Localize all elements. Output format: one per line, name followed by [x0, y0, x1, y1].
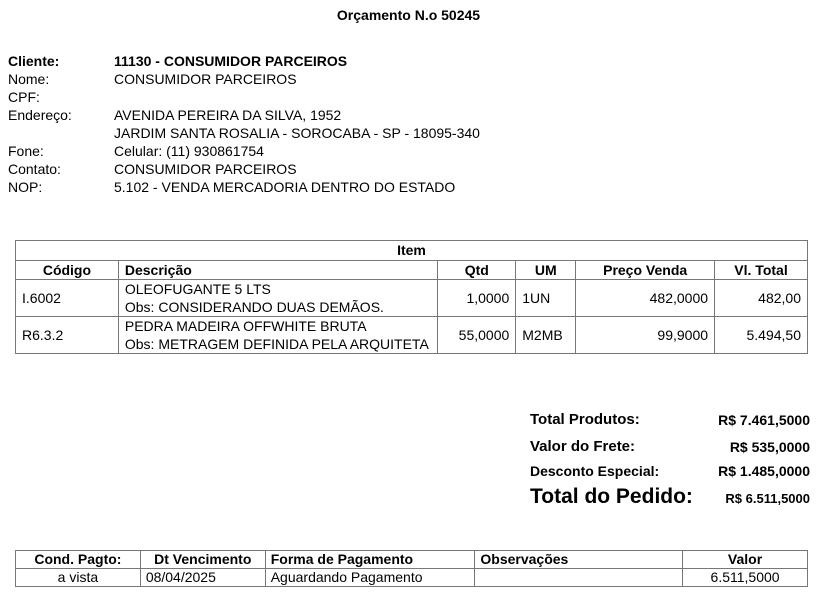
payment-forma: Aguardando Pagamento — [265, 569, 475, 587]
nome-label: Nome: — [8, 71, 50, 87]
header-preco-venda: Preço Venda — [576, 261, 715, 280]
item-total: 5.494,50 — [715, 317, 808, 354]
endereco-value-2: JARDIM SANTA ROSALIA - SOROCABA - SP - 18095-340 — [114, 125, 480, 141]
header-um: UM — [516, 261, 576, 280]
item-total: 482,00 — [715, 280, 808, 317]
contato-label: Contato: — [8, 161, 61, 177]
item-obs-text: Obs: METRAGEM DEFINIDA PELA ARQUITETA — [124, 336, 429, 352]
item-code: I.6002 — [16, 280, 119, 317]
header-valor: Valor — [683, 551, 808, 569]
client-row-endereco — [8, 106, 480, 124]
valor-frete-value: R$ 535,0000 — [729, 439, 810, 455]
item-um: 1UN — [516, 280, 576, 317]
payment-cond: a vista — [16, 569, 141, 587]
items-caption: Item — [16, 241, 808, 261]
total-produtos-row — [530, 410, 810, 437]
table-row — [16, 280, 808, 317]
desconto-value: R$ 1.485,0000 — [718, 463, 810, 479]
desconto-label: Desconto Especial: — [530, 463, 660, 479]
table-row — [16, 317, 808, 354]
cpf-label: CPF: — [8, 89, 40, 105]
fone-label: Fone: — [8, 143, 44, 159]
item-qtd: 55,0000 — [438, 317, 516, 354]
totals-block — [530, 410, 810, 509]
header-cond-pagto: Cond. Pagto: — [16, 551, 141, 569]
endereco-label-2 — [8, 124, 114, 142]
header-dt-vencimento: Dt Vencimento — [140, 551, 265, 569]
page-title: Orçamento N.o 50245 — [336, 7, 481, 23]
client-row-contato — [8, 160, 480, 178]
items-table — [15, 240, 808, 354]
item-description — [118, 317, 437, 354]
valor-frete-row — [530, 437, 810, 462]
contato-value: CONSUMIDOR PARCEIROS — [114, 161, 297, 177]
nop-label: NOP: — [8, 179, 43, 195]
client-row-cpf — [8, 88, 480, 106]
payment-table — [15, 550, 808, 587]
payment-header-row — [16, 551, 808, 569]
nome-value: CONSUMIDOR PARCEIROS — [114, 71, 297, 87]
header-vl-total: Vl. Total — [715, 261, 808, 280]
payment-valor: 6.511,5000 — [683, 569, 808, 587]
header-qtd: Qtd — [438, 261, 516, 280]
item-qtd: 1,0000 — [438, 280, 516, 317]
header-forma-pagamento: Forma de Pagamento — [265, 551, 475, 569]
payment-vencimento: 08/04/2025 — [140, 569, 265, 587]
item-price: 99,9000 — [576, 317, 715, 354]
valor-frete-label: Valor do Frete: — [530, 438, 636, 455]
table-row — [16, 569, 808, 587]
client-label: Cliente: — [8, 53, 60, 69]
items-header-row — [16, 261, 808, 280]
item-price: 482,0000 — [576, 280, 715, 317]
item-desc-text: PEDRA MADEIRA OFFWHITE BRUTA — [124, 318, 367, 334]
item-obs-text: Obs: CONSIDERANDO DUAS DEMÃOS. — [124, 299, 384, 315]
header-observacoes: Observações — [475, 551, 683, 569]
total-produtos-label: Total Produtos: — [530, 411, 640, 428]
fone-value: Celular: (11) 930861754 — [114, 143, 264, 159]
header-codigo: Código — [16, 261, 119, 280]
payment-obs — [475, 569, 683, 587]
total-pedido-value: R$ 6.511,5000 — [725, 491, 810, 506]
item-code: R6.3.2 — [16, 317, 119, 354]
total-pedido-label: Total do Pedido: — [530, 485, 693, 508]
endereco-value: AVENIDA PEREIRA DA SILVA, 1952 — [114, 107, 342, 123]
client-row-cliente — [8, 52, 480, 70]
header-descricao: Descrição — [118, 261, 437, 280]
total-pedido-row — [530, 485, 810, 509]
client-row-nop — [8, 178, 480, 196]
total-produtos-value: R$ 7.461,5000 — [718, 412, 810, 428]
nop-value: 5.102 - VENDA MERCADORIA DENTRO DO ESTADO — [114, 179, 456, 195]
client-row-endereco-2 — [8, 124, 480, 142]
client-info — [8, 52, 480, 196]
endereco-label: Endereço: — [8, 107, 72, 123]
item-desc-text: OLEOFUGANTE 5 LTS — [124, 281, 271, 297]
item-description — [118, 280, 437, 317]
desconto-row — [530, 462, 810, 485]
client-row-fone — [8, 142, 480, 160]
client-value: 11130 - CONSUMIDOR PARCEIROS — [114, 53, 348, 69]
item-um: M2MB — [516, 317, 576, 354]
client-row-nome — [8, 70, 480, 88]
